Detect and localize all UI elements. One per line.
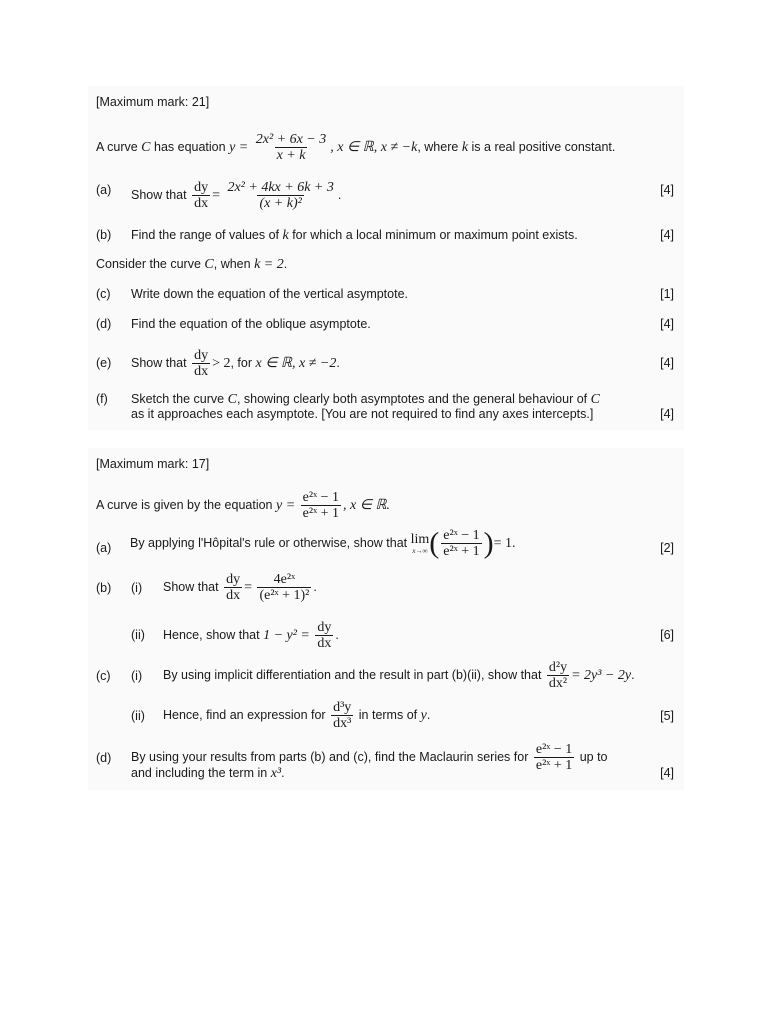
q2-b-mark: [6] (660, 628, 674, 642)
q1-a-label: (a) (96, 183, 112, 197)
q2-d-line2: and including the term in x³. (131, 766, 285, 781)
q2-d-line1: By using your results from parts (b) and (c), find the Maclaurin series for $\frac{\text{e²ˣ − 1}}{\text{e²ˣ + 1}}$ up to (131, 742, 608, 773)
q2-d-mark: [4] (660, 766, 674, 780)
q1-c-text: Write down the equation of the vertical asymptote. (131, 287, 409, 301)
q1-f-label: (f) (96, 392, 108, 406)
q1-a-mark: [4] (660, 183, 674, 197)
q2-b-i-text: Show that $\frac{dy}{dx}$ = $\frac{\text{4e²ˣ}}{\text{(e²ˣ + 1)²}}$ . (163, 572, 317, 603)
q1-consider: Consider the curve C, when k = 2. (96, 257, 288, 272)
q2-c-i-text: By using implicit differentiation and the result in part (b)(ii), show that $\frac{\text{d²y}}{\text{dx²}}$ = 2y³ − 2y. (163, 660, 635, 691)
q1-d-mark: [4] (660, 317, 674, 331)
q1-b-label: (b) (96, 228, 112, 242)
q1-c-mark: [1] (660, 287, 674, 301)
q1-e-label: (e) (96, 356, 112, 370)
q2-c-ii-text: Hence, find an expression for $\frac{\text{d³y}}{\text{dx³}}$ in terms of y. (163, 700, 431, 731)
q1-d-label: (d) (96, 317, 112, 331)
q1-equation-fraction: $\frac{\text{2x² + 6x − 3}}{x + k}$ (255, 132, 327, 163)
q2-b-label: (b) (96, 581, 112, 595)
q1-f-mark: [4] (660, 407, 674, 421)
q2-b-i-label: (i) (131, 581, 143, 595)
q1-e-text: Show that $\frac{dy}{dx}$ > 2, for x ∈ ℝ, x ≠ −2. (131, 348, 340, 379)
q2-a-label: (a) (96, 541, 112, 555)
q1-intro: A curve C has equation y = $\frac{\text{2x² + 6x − 3}}{x + k}$ , x ∈ ℝ, x ≠ −k, where k is a real positive constant. (96, 132, 616, 163)
q1-f-line2: as it approaches each asymptote. [You are not required to find any axes intercepts.] (131, 407, 594, 421)
q1-max-mark: [Maximum mark: 21] (96, 95, 210, 109)
q1-a-text: Show that $\frac{dy}{dx}$ = $\frac{\text{2x² + 4kx + 6k + 3}}{\text{(x + k)²}}$ . (131, 180, 342, 211)
q2-a-text: By applying l'Hôpital's rule or otherwise, show that lim x→∞ ( $\frac{\text{e²ˣ − 1}}{\text{e²ˣ + 1}}$ )= 1. (130, 526, 516, 560)
q2-max-mark: [Maximum mark: 17] (96, 457, 210, 471)
q2-intro: A curve is given by the equation y = $\frac{\text{e²ˣ − 1}}{\text{e²ˣ + 1}}$ , x ∈ ℝ. (96, 490, 391, 521)
q2-c-i-label: (i) (131, 669, 143, 683)
q1-b-mark: [4] (660, 228, 674, 242)
q2-a-mark: [2] (660, 541, 674, 555)
q2-b-ii-label: (ii) (131, 628, 145, 642)
q1-b-text: Find the range of values of k for which a local minimum or maximum point exists. (131, 228, 578, 243)
q2-d-label: (d) (96, 751, 112, 765)
q2-c-label: (c) (96, 669, 111, 683)
q1-f-line1: Sketch the curve C, showing clearly both asymptotes and the general behaviour of C (131, 392, 600, 407)
q1-c-label: (c) (96, 287, 111, 301)
q2-b-ii-text: Hence, show that 1 − y² = $\frac{dy}{dx}$ . (163, 620, 339, 651)
q1-e-mark: [4] (660, 356, 674, 370)
q2-c-ii-label: (ii) (131, 709, 145, 723)
q1-d-text: Find the equation of the oblique asymptote. (131, 317, 371, 331)
q2-c-mark: [5] (660, 709, 674, 723)
